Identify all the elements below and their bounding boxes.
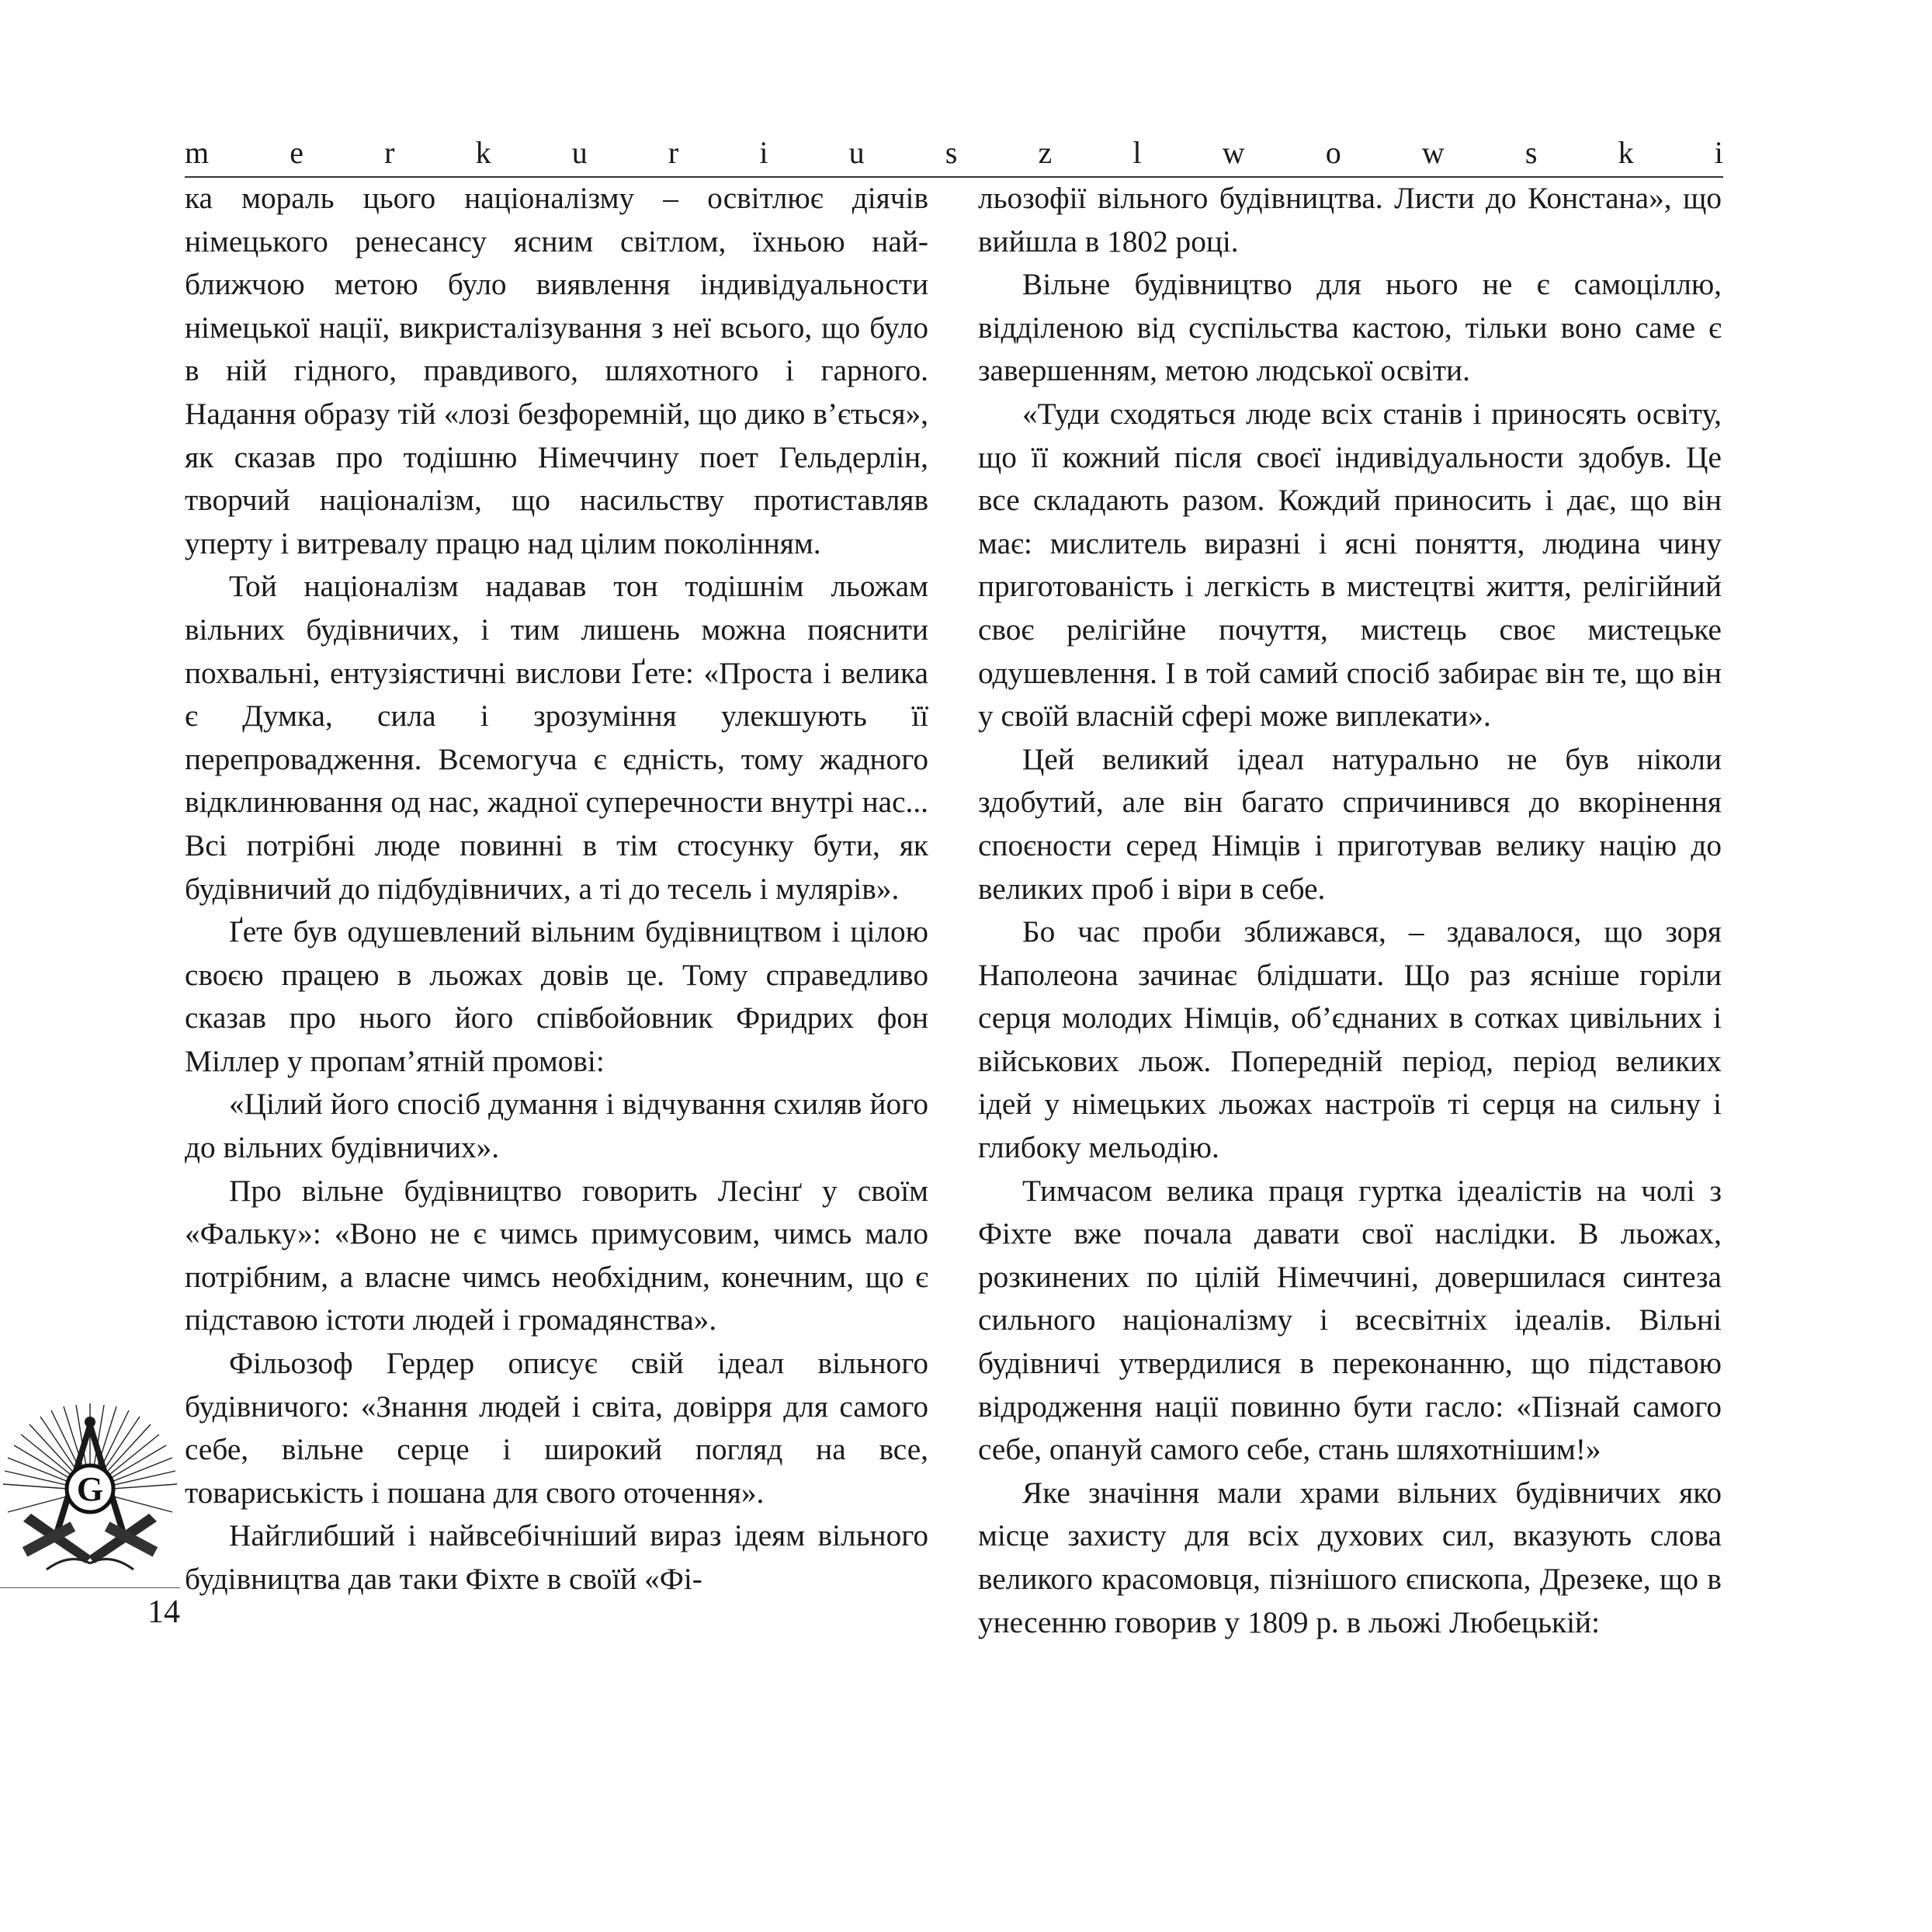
header-letter: l [1132,135,1142,170]
paragraph: льозофії вільного будівництва. Листи до Констана», що вийшла в 1802 році. [978,181,1722,258]
header-letter: o [1325,135,1341,170]
paragraph: «Туди сходяться люде всіх станів і приносять освіту, що її кожний після своєї індивідуальности здобув. Це все складають разом. Кождий приносить і дає, що він має: мислитель виразні і ясні поняття, людина чину приготованість і легкість в мистецтві життя, релігійний своє релігійне почуття, мистець своє мистецьке одушевлення. І в той самий спосіб забирає він те, що він у своїй власній сфері може виплекати». [978,396,1722,734]
header-letter: s [1524,135,1538,170]
paragraph: Яке значіння мали храми вільних будівничих яко місце захисту для всіх духових сил, вказують слова великого красомовця, пізнішого єпископа, Дрезеке, що в унесенню говорив у 1809 р. в льожі Любецькій: [978,1475,1722,1639]
paragraph: Тимчасом велика праця гуртка ідеалістів на чолі з Фіхте вже почала давати свої наслідки. В льожах, розкинених по цілій Німеччині, довершилася синтеза сильного націоналізму і всесвітніх ідеалів. Вільні будівничі утвердилися в переконанню, що підставою відродження нації повинно бути гасло: «Пізнай самого себе, опануй самого себе, стань шляхотнішим!» [978,1173,1722,1467]
header-letter: k [1618,135,1634,170]
paragraph: Фільозоф Гердер описує свій ідеал вільного будівничого: «Знання людей і світа, довірря для самого себе, вільне серце і широкий погляд на все, товариськість і пошана для свого оточення». [185,1346,928,1510]
page-number: 14 [147,1594,180,1630]
paragraph: Ґете був одушевлений вільним будівництвом і цілою своєю працею в льожах довів це. Тому справедливо сказав про нього його співбойовник Фридрих фон Міллер у пропам’ятній промові: [185,914,928,1078]
paragraph: Той націоналізм надавав тон тодішнім льожам вільних будівничих, і тим лишень можна пояснити похвальні, ентузіястичні вислови Ґете: «Проста і велика є Думка, сила і зрозуміння улекшують її перепровадження. Всемогуча є єдність, тому жадного відклинювання од нас, жадної суперечности внутрі нас... Всі потрібні люде повинні в тім стосунку бути, як будівничий до підбудівничих, а ті до тесель і мулярів». [185,569,928,906]
header-letter: w [1421,135,1445,170]
header-letter: i [759,135,768,170]
running-header [185,132,1723,171]
emblem-letter: G [76,1470,104,1508]
header-letter: s [945,135,958,170]
header-letter: m [185,135,210,170]
masonic-emblem-icon [0,1397,180,1577]
header-letter: e [290,135,304,170]
paragraph: Бо час проби зближався, – здавалося, що зоря Наполеона зачинає блідшати. Що раз ясніше горіли серця молодих Німців, об’єднаних в сотках цивільних і військових льож. Попередній період, період великих ідей у німецьких льожах настроїв ті серця на сильну і глибоку мельодію. [978,914,1722,1165]
left-column [185,177,928,1601]
paragraph: Вільне будівництво для нього не є самоціллю, відділеною від суспільства кастою, тільки воно саме є завершенням, метою людської освіти. [978,267,1722,388]
header-letter: r [668,135,679,170]
paragraph: ка мораль цього націоналізму – освітлює діячів німецького ренесансу ясним світлом, їхньою найближчою метою було виявлення індивідуальности німецької нації, викристалізування з неї всього, що було в ній гідного, правдивого, шляхотного і гарного. Надання образу тій «лозі безфоремній, що дико в’ється», як сказав про тодішню Німеччину поет Гельдерлін, творчий націоналізм, що насильству протиставляв уперту і витревалу працю над цілим поколінням. [185,181,928,560]
footer-rule [0,1587,180,1588]
header-letter: r [384,135,395,170]
header-letter: k [475,135,491,170]
paragraph: Найглибший і найвсебічніший вираз ідеям вільного будівництва дав таки Фіхте в своїй «Фі- [185,1518,928,1596]
right-column [978,177,1722,1644]
paragraph: Цей великий ідеал натурально не був ніколи здобутий, але він багато спричинився до вкорінення споєности серед Німців і приготував велику націю до великих проб і віри в себе. [978,741,1722,906]
header-letter: w [1222,135,1245,170]
header-letter: z [1038,135,1053,170]
paragraph: Про вільне будівництво говорить Лесінґ у своїм «Фальку»: «Воно не є чимсь примусовим, чимсь мало потрібним, а власне чимсь необхідним, конечним, що є підставою істоти людей і громадянства». [185,1173,928,1337]
header-letter: u [848,135,865,170]
header-letter: u [571,135,588,170]
paragraph: «Цілий його спосіб думання і відчування схиляв його до вільних будівничих». [185,1087,928,1165]
header-letter: i [1714,135,1723,170]
